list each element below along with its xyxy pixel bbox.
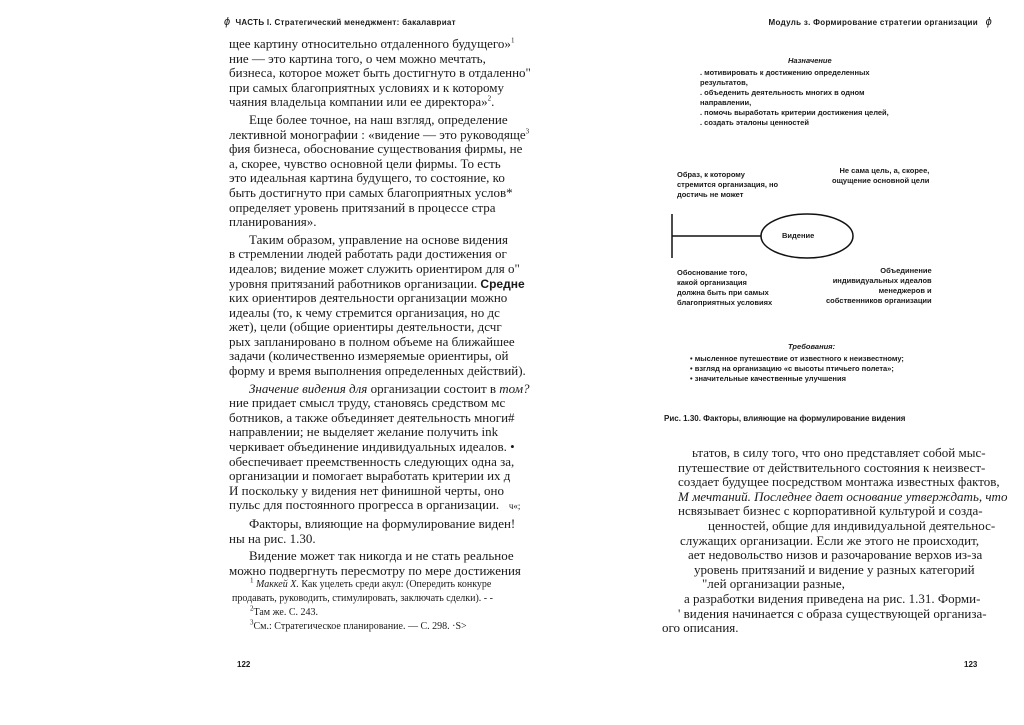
text-line: направлении; не выделяет желание получить ink — [229, 424, 499, 440]
ornament-icon: ϕ — [985, 16, 992, 28]
node-bottom-left: Обоснование того, какой организация должна быть при самых благоприятных условиях — [677, 268, 773, 307]
header-text: Модуль з. Формирование стратегии организации — [768, 18, 978, 27]
ornament-icon: ϕ — [224, 16, 231, 28]
text-line: ценностей, общие для индивидуальной деятельнос- — [708, 517, 996, 533]
text-line: идеалы (то, к чему стремится организация, но дс — [229, 304, 500, 320]
right-page — [512, 0, 1024, 725]
node-center: Видение — [782, 231, 815, 240]
list-item: • взгляд на организацию «с высоты птичьего полета»; — [690, 364, 894, 373]
page-number-right: 123 — [964, 660, 978, 669]
text-line: это идеальная картина будущего, то состояние, ко — [229, 170, 505, 186]
text-line: пульс для постоянного прогресса в организации. ч«; — [229, 497, 521, 513]
footnote: продавать, руководить, стимулировать, заключать сделки). - - — [232, 593, 493, 604]
footnotes — [232, 578, 552, 634]
text-line: жет), цели (общие ориентиры деятельности, дсчг — [229, 319, 502, 335]
text-line: бизнеса, которое может быть достигнуто в отдаленно" — [229, 65, 531, 81]
list-item: . мотивировать к достижению определенных — [700, 68, 870, 77]
text-line: организации и помогает выработать критерии их д — [229, 468, 511, 484]
text-line: форму и время выполнения определенных действий). — [229, 363, 526, 379]
text-line: ботников, а также объединяет деятельность многи# — [229, 409, 515, 425]
text-line: можно подвергнуть пересмотру по мере достижения — [229, 562, 521, 578]
list-item: направлении, — [700, 98, 752, 107]
header-text: ЧАСТЬ I. Стратегический менеджмент: бакалавриат — [235, 18, 456, 27]
text-line: определяет уровень притязаний в процессе стра — [229, 199, 496, 215]
figure-caption: Рис. 1.30. Факторы, влияющие на формулирование видения — [664, 414, 906, 423]
text-line: ние — это картина того, о чем можно мечтать, — [229, 50, 486, 66]
list-item: результатов, — [700, 78, 748, 87]
running-head-left — [224, 16, 456, 28]
text-line: чаяния владельца компании или ее директора»$^2$. — [229, 94, 495, 110]
text-line: идеалов; видение может служить ориентиром для о" — [229, 260, 520, 276]
list-item: . помочь выработать критерии достижения целей, — [700, 108, 889, 117]
text-line: планирования». — [229, 214, 317, 230]
text-line: ого описания. — [662, 620, 739, 636]
diagram-purpose-title: Назначение — [788, 56, 832, 65]
node-bottom-right: Объединение индивидуальных идеалов менеджеров и собственников организации — [826, 266, 932, 305]
text-line: быть достигнуто при самых благоприятных услов* — [229, 184, 513, 200]
text-line: уровня притязаний работников организации. Средне — [229, 275, 525, 291]
text-line: ает недовольство низов и разочарование верхов из-за — [688, 547, 983, 563]
text-line: ' видения начинается с образа существующей организа- — [678, 605, 987, 621]
text-line: Видение может так никогда и не стать реальное — [249, 548, 514, 564]
text-line: нсвязывает бизнес с корпоративной культурой и созда- — [678, 503, 983, 519]
text-line: ны на рис. 1.30. — [229, 530, 316, 546]
text-line: в стремлении людей работать ради достижения ог — [229, 246, 507, 262]
text-line: лективной монографии : «видение — это руководяще$^3$ — [229, 126, 530, 142]
text-line: ьтатов, в силу того, что оно представляет собой мыс- — [692, 445, 986, 460]
text-line: обеспечивает преемственность следующих одна за, — [229, 453, 515, 469]
text-line: путешествие от действительного состояния к неизвест- — [678, 459, 986, 475]
body-text-left — [229, 37, 557, 578]
text-line: ких ориентиров деятельности организации можно — [229, 290, 508, 306]
text-line: "лей организации разные, — [702, 576, 845, 592]
diagram-requirements-title: Требования: — [788, 342, 836, 351]
list-item: . создать эталоны ценностей — [700, 118, 809, 127]
text-line: черкивает объединение индивидуальных идеалов. • — [229, 439, 515, 455]
text-line: Факторы, влияющие на формулирование виден! — [249, 516, 516, 531]
text-line: рых запланировано в полном объеме на ближайшее — [229, 333, 515, 349]
node-top-right: Не сама цель, а, скорее, ощущение основной цели — [832, 166, 930, 185]
text-line: Таким образом, управление на основе видения — [249, 231, 508, 247]
text-line: Еще более точное, на наш взгляд, определение — [249, 111, 508, 127]
text-line: при самых благоприятных условиях и к которому — [229, 79, 504, 95]
text-line: а, скорее, чувство основной цели фирмы. То есть — [229, 155, 501, 171]
footnote: $^3$См.: Стратегическое планирование. — С. 298. ·S> — [250, 618, 467, 632]
text-line: служащих организации. Если же этого не происходит, — [680, 532, 980, 548]
text-line: уровень притязаний и видение у разных категорий — [694, 561, 975, 577]
list-item: • значительные качественные улучшения — [690, 374, 846, 383]
list-item: • мысленное путешествие от известного к неизвестному; — [690, 354, 904, 363]
text-line: Значение видения для организации состоит в том? — [249, 380, 530, 396]
list-item: . объеденить деятельность многих в одном — [700, 88, 865, 97]
text-line: ние придает смысл труду, становясь средством мс — [229, 395, 506, 411]
text-line: М мечтаний. Последнее дает основание утверждать, что — [678, 488, 1008, 504]
text-line: И поскольку у видения нет финишной черты, оно — [229, 482, 504, 498]
text-line: создает будущее посредством монтажа известных фактов, — [678, 474, 1000, 490]
text-line: фия бизнеса, обоснование существования фирмы, не — [229, 141, 523, 157]
node-top-left: Образ, к которому стремится организация, но достичь не может — [677, 170, 779, 199]
text-line: задачи (количественно измеряемые ориентиры, ой — [229, 348, 509, 364]
text-line: щее картину относительно отдаленного будущего»$^1$ — [229, 36, 515, 51]
footnote: $^2$Там же. С. 243. — [250, 604, 319, 618]
footnote: $^1$ Маккей X. Как уцелеть среди акул: (Опередить конкуре — [250, 576, 492, 590]
diagram-requirements-list — [690, 354, 904, 384]
page-number-left: 122 — [237, 660, 251, 669]
body-text-right — [662, 446, 1012, 636]
text-line: а разработки видения приведена на рис. 1.31. Форми- — [684, 590, 981, 606]
